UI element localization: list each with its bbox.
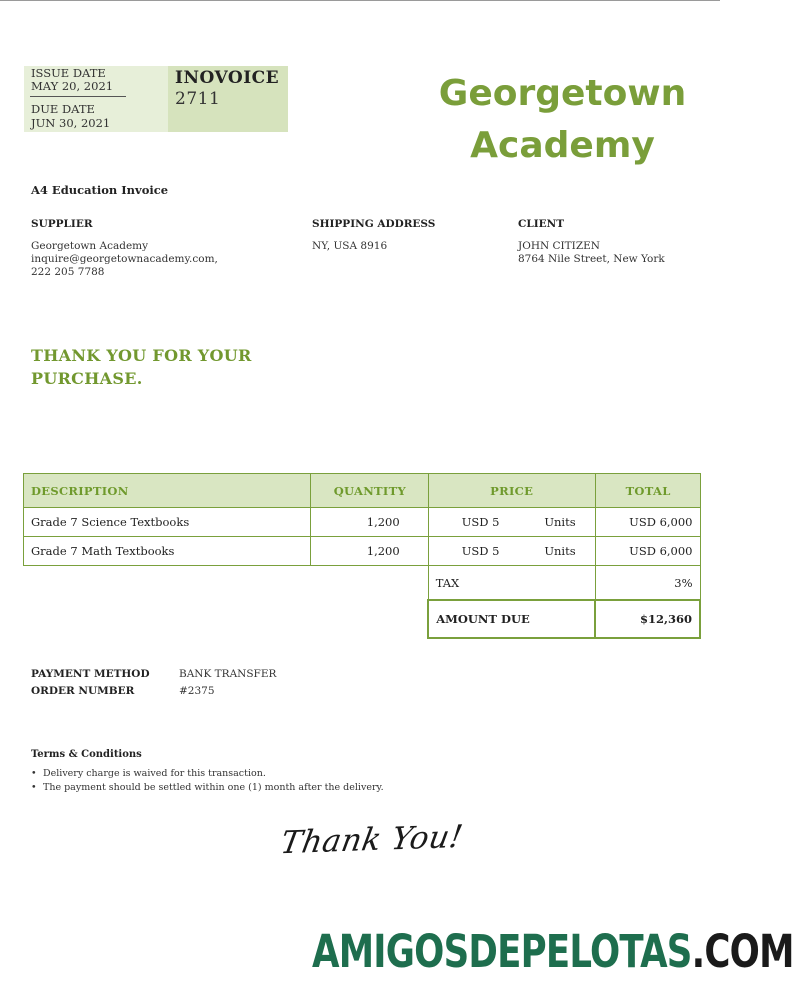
terms-title: Terms & Conditions	[31, 749, 142, 760]
shipping-address: NY, USA 8916	[312, 240, 388, 252]
row-unit: Units	[544, 515, 576, 529]
payment-method-value: BANK TRANSFER	[179, 668, 277, 680]
issue-date-value: MAY 20, 2021	[31, 79, 114, 93]
bullet-icon: •	[31, 768, 37, 779]
row-price: USD 5	[461, 544, 500, 558]
date-divider	[30, 96, 126, 97]
client-heading: CLIENT	[518, 218, 565, 230]
due-date-value: JUN 30, 2021	[31, 116, 111, 130]
bullet-icon: •	[31, 782, 37, 793]
issue-date-label: ISSUE DATE	[31, 66, 106, 80]
client-details	[518, 240, 665, 266]
row-description: Grade 7 Math Textbooks	[24, 537, 311, 566]
amount-due-row	[24, 600, 701, 638]
table-row	[24, 508, 701, 537]
supplier-phone: 222 205 7788	[31, 266, 105, 278]
shipping-heading: SHIPPING ADDRESS	[312, 218, 436, 230]
tax-label: TAX	[428, 566, 595, 601]
client-name: JOHN CITIZEN	[518, 240, 600, 252]
due-date-label: DUE DATE	[31, 102, 95, 116]
row-total: USD 6,000	[595, 508, 700, 537]
tax-value: 3%	[595, 566, 700, 601]
payment-method-label: PAYMENT METHOD	[31, 668, 150, 680]
thank-you-message: THANK YOU FOR YOUR PURCHASE.	[31, 346, 252, 388]
row-price: USD 5	[461, 515, 500, 529]
row-quantity: 1,200	[310, 508, 428, 537]
invoice-items-table	[23, 473, 701, 639]
table-row	[24, 537, 701, 566]
table-header-row	[24, 474, 701, 508]
brand-logo-text	[420, 68, 705, 172]
watermark-main: AMIGOSDEPELOTAS	[312, 925, 692, 978]
supplier-details	[31, 240, 218, 279]
amount-due-value: $12,360	[595, 600, 700, 638]
watermark-tld: .COM	[691, 925, 794, 978]
row-price-cell	[428, 508, 595, 537]
header-quantity: QUANTITY	[310, 474, 428, 508]
header-price: PRICE	[428, 474, 595, 508]
terms-item: • Delivery charge is waived for this transaction.	[31, 768, 266, 779]
amount-due-label: AMOUNT DUE	[428, 600, 595, 638]
thank-you-signature: Thank You!	[277, 818, 466, 862]
order-number-label: ORDER NUMBER	[31, 685, 135, 697]
invoice-number: 2711	[175, 89, 221, 109]
shipping-details	[312, 240, 387, 253]
supplier-heading: SUPPLIER	[31, 218, 93, 230]
tax-row	[24, 566, 701, 601]
top-rule	[0, 0, 720, 1]
supplier-name: Georgetown Academy	[31, 240, 149, 252]
invoice-dates-block	[24, 66, 168, 132]
row-total: USD 6,000	[595, 537, 700, 566]
terms-item: • The payment should be settled within one (1) month after the delivery.	[31, 782, 384, 793]
document-title: A4 Education Invoice	[31, 183, 169, 197]
row-unit: Units	[544, 544, 576, 558]
brand-line-1: Georgetown	[438, 73, 687, 114]
terms-list	[31, 767, 384, 795]
brand-line-2: Academy	[470, 125, 655, 166]
supplier-email: inquire@georgetownacademy.com,	[31, 253, 218, 265]
order-number-value: #2375	[179, 685, 215, 697]
row-price-cell	[428, 537, 595, 566]
client-address: 8764 Nile Street, New York	[518, 253, 665, 265]
header-total: TOTAL	[595, 474, 700, 508]
row-description: Grade 7 Science Textbooks	[24, 508, 311, 537]
row-quantity: 1,200	[310, 537, 428, 566]
watermark	[312, 922, 794, 982]
header-description: DESCRIPTION	[24, 474, 311, 508]
invoice-number-block	[168, 66, 288, 132]
invoice-title: INOVOICE	[175, 68, 280, 88]
